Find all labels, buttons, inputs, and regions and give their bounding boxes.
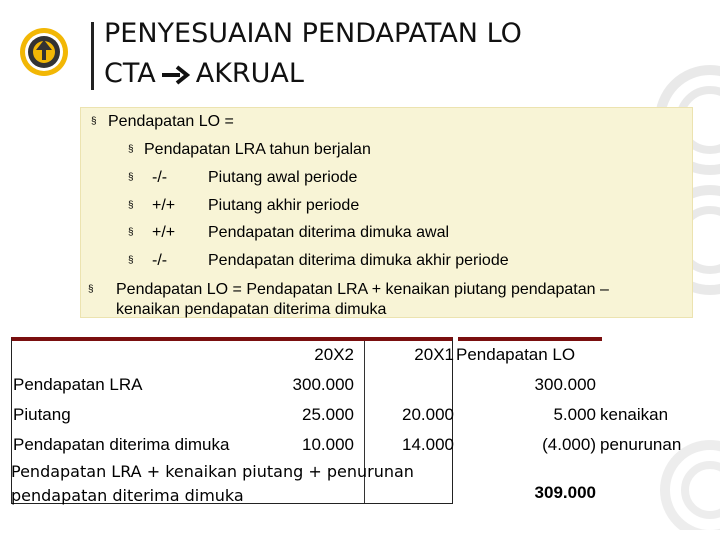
row-label: Pendapatan LRA	[13, 375, 143, 394]
col-header-pendapatan-lo: Pendapatan LO	[456, 345, 576, 364]
total-pendapatan-lo: 309.000	[534, 483, 596, 502]
value-20x1: 20.000	[402, 405, 454, 424]
col-header-20x1: 20X1	[414, 345, 454, 364]
change-note: kenaikan	[600, 405, 669, 424]
formula-line-1: Pendapatan LRA + kenaikan piutang + penurunan	[11, 462, 414, 481]
row-label: Piutang	[13, 405, 71, 424]
right-arrow-icon	[160, 64, 190, 86]
title-line-2-start: CTA	[104, 58, 156, 89]
bullet-icon: §	[128, 227, 134, 238]
title-line-1: PENYESUAIAN PENDAPATAN LO	[104, 18, 522, 49]
university-seal-logo	[18, 26, 70, 78]
summary-line-2: kenaikan pendapatan diterima dimuka	[116, 301, 387, 318]
bullet-icon: §	[128, 255, 134, 266]
item-text: Pendapatan LRA tahun berjalan	[144, 141, 371, 158]
value-lo: (4.000)	[542, 435, 596, 454]
summary-line-1: Pendapatan LO = Pendapatan LRA + kenaikan piutang pendapatan –	[116, 281, 609, 298]
bullet-icon: §	[128, 172, 134, 183]
bullet-icon: §	[91, 116, 97, 127]
item-text: Piutang akhir periode	[208, 197, 360, 214]
bullet-icon: §	[128, 200, 134, 211]
header-strip	[458, 337, 602, 341]
bullet-icon: §	[128, 144, 134, 155]
value-20x2: 300.000	[292, 375, 354, 394]
col-header-20x2: 20X2	[314, 345, 354, 364]
item-sign: -/-	[152, 169, 168, 186]
item-sign: +/+	[152, 224, 176, 241]
value-20x2: 25.000	[302, 405, 354, 424]
item-text: Pendapatan diterima dimuka awal	[208, 224, 450, 241]
row-label: Pendapatan diterima dimuka	[13, 435, 230, 454]
title-divider	[91, 22, 94, 90]
value-20x1: 14.000	[402, 435, 454, 454]
value-lo: 300.000	[534, 375, 596, 394]
formula-text	[11, 460, 451, 508]
value-20x2: 10.000	[302, 435, 354, 454]
item-sign: -/-	[152, 252, 168, 269]
value-lo: 5.000	[553, 405, 596, 424]
item-text: Pendapatan diterima dimuka akhir periode	[208, 252, 509, 269]
title-line-2-end: AKRUAL	[195, 58, 304, 89]
change-note: penurunan	[600, 435, 682, 454]
item-sign: +/+	[152, 197, 176, 214]
main-label: Pendapatan LO =	[108, 113, 234, 130]
bullet-icon: §	[88, 284, 94, 295]
item-text: Piutang awal periode	[208, 169, 358, 186]
formula-line-2: pendapatan diterima dimuka	[11, 486, 244, 505]
